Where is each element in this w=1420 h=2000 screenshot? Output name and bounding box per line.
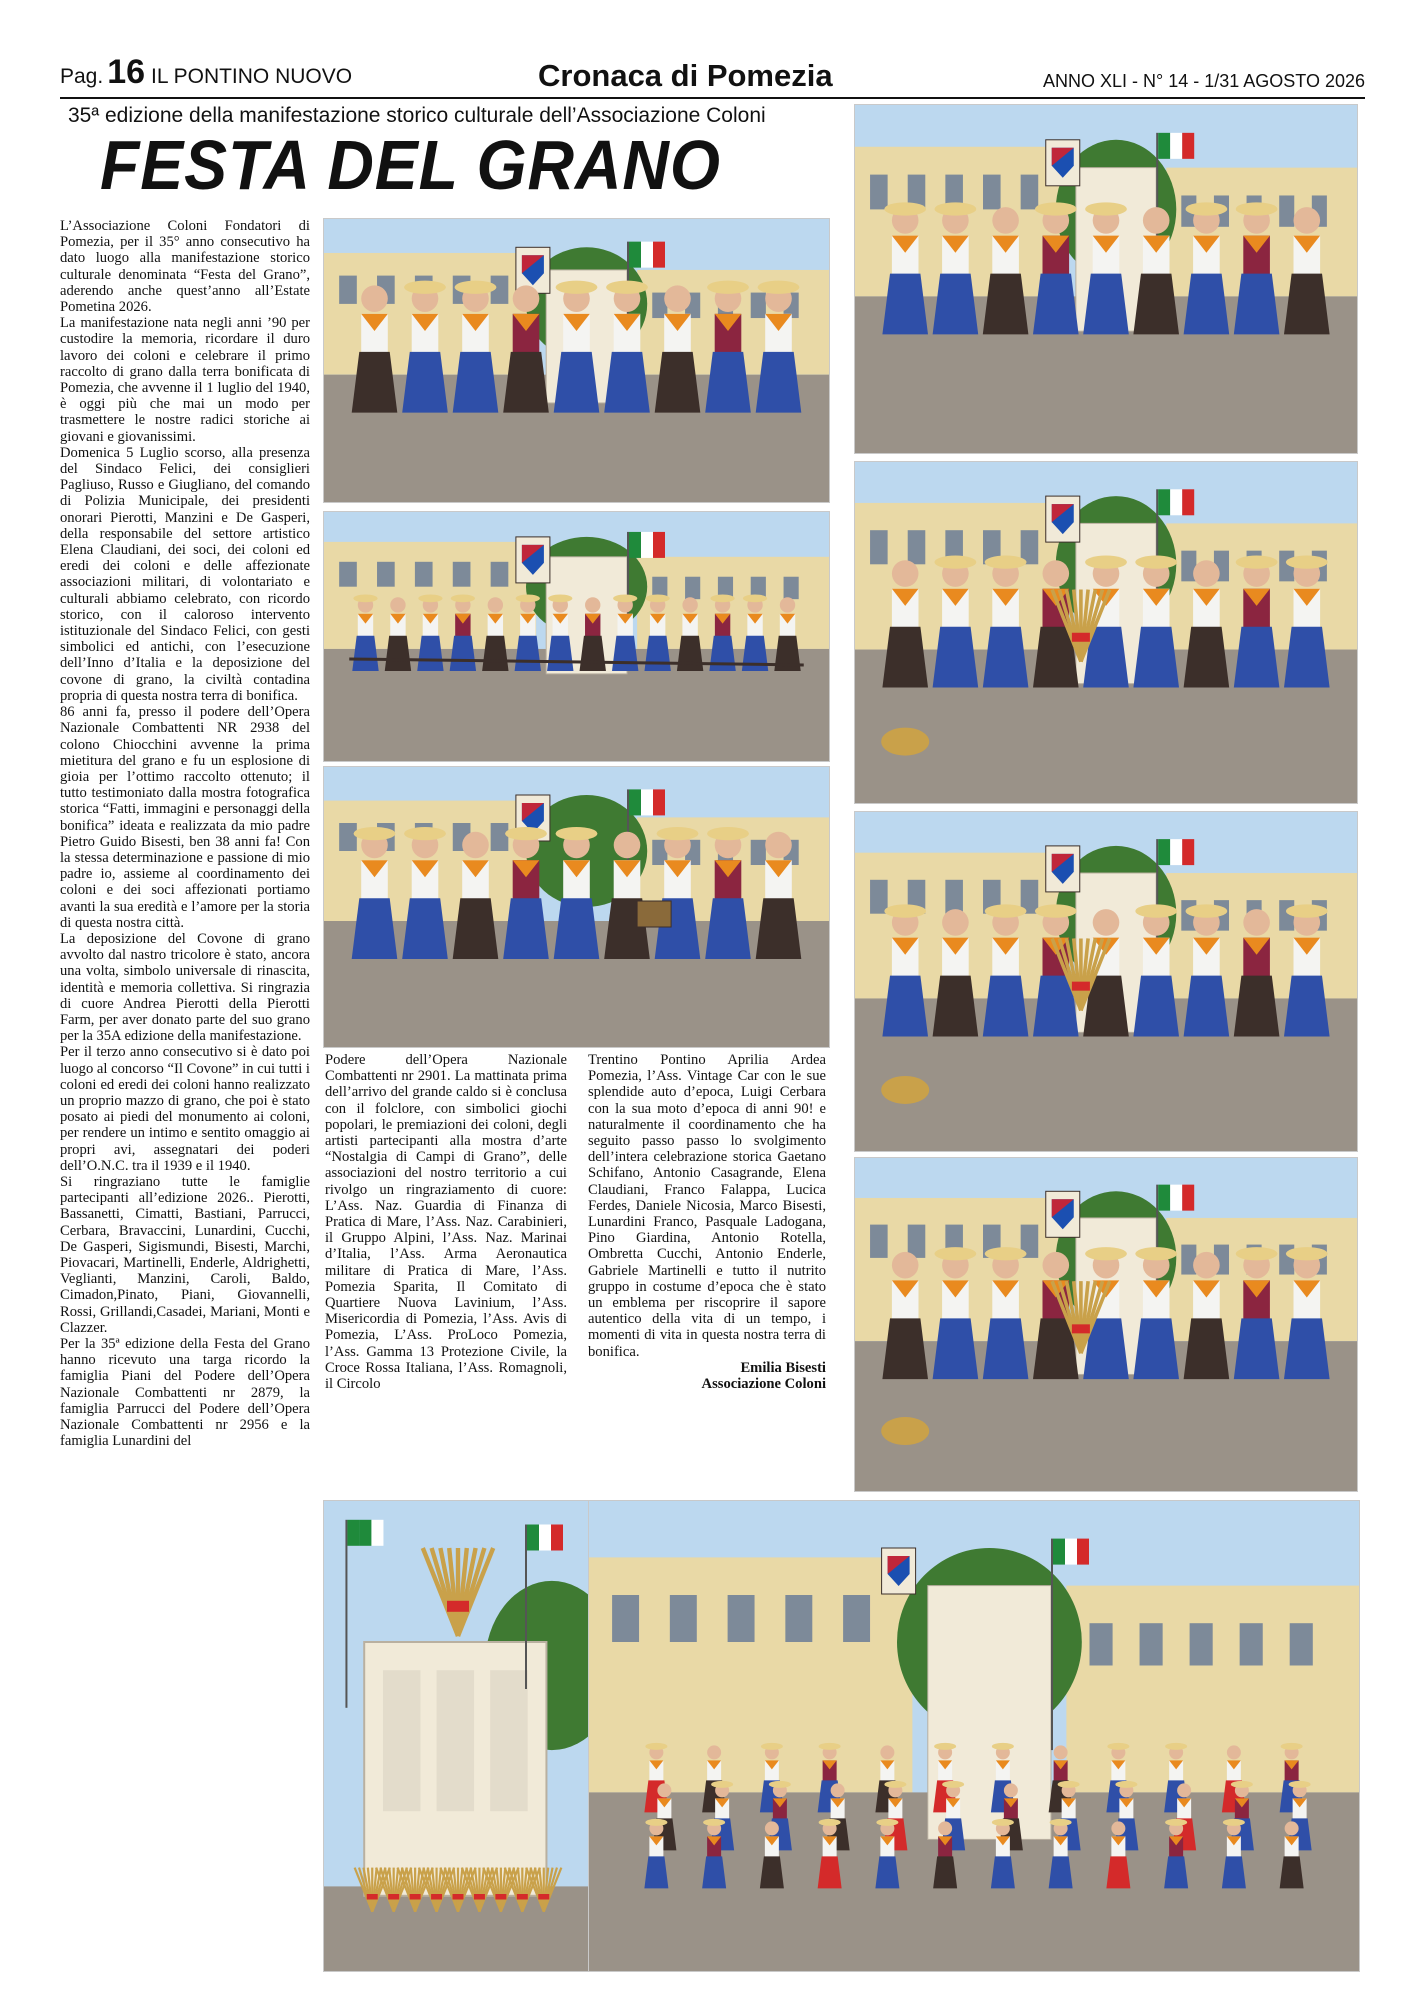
newspaper-name: IL PONTINO NUOVO <box>151 65 353 88</box>
paragraph: 86 anni fa, presso il podere dell’Opera Nazionale Combattenti NR 2938 del colono Chiocchini avvenne la prima mietitura del grano e fu un esplosione di gioia per l’ottimo raccolto ottenuto; il tutto testimoniato dalla mostra fotografica storica “Fatti, immagini e personaggi della bonifica” ideata e realizzata da mio padre Pietro Guido Bisesti, ben 38 anni fa! Con la stessa determinazione e passione di mio padre io, assieme al coordinamento dei coloni e dei soci affezionati portiamo avanti la sua eredità e l’amore per la storia di questa nostra città. <box>60 704 310 931</box>
page-label: Pag. <box>60 65 104 88</box>
paragraph: Trentino Pontino Aprilia Ardea Pomezia, l’Ass. Vintage Car con le sue splendide auto d’epoca, Luigi Cerbara con la sua moto d’epoca di anni 90! e naturalmente il coordinamento che ha seguito passo passo lo svolgimento dell’intera celebrazione storica Gaetano Schifano, Antonio Casagrande, Elena Claudiani, Franco Falappa, Lucica Ferdes, Daniele Nicosia, Marco Bisesti, Lunardini Franco, Pasquale Ladogana, Pino Giardina, Antonio Rotella, Ombretta Cucchi, Antonio Enderle, Gabriele Martinelli e tutto il nutrito gruppo in costume d’epoca che è stato un emblema per riscoprire il sapore autentico della vita di un tempo, i momenti di vita in questa nostra terra di bonifica. <box>588 1052 826 1360</box>
signature <box>588 1360 826 1392</box>
page-header <box>60 53 1365 96</box>
photo-monument-wheat <box>323 1500 593 1972</box>
article-title: FESTA DEL GRANO <box>100 126 721 204</box>
photo-family-plaque <box>854 1157 1358 1492</box>
page-number: 16 <box>107 53 146 91</box>
article-column-2 <box>325 1052 567 1392</box>
page-number-block <box>60 53 352 92</box>
paragraph: La deposizione del Covone di grano avvolto dal nastro tricolore è stato, ancora una volta, simbolo universale di rinascita, identità e memoria collettiva. Si ringrazia di cuore Andrea Pierotti della Pierotti Farm, per aver donato parte del suo grano per la 35A edizione della manifestazione. <box>60 930 310 1045</box>
photo-tug-of-war <box>323 511 830 762</box>
section-title: Cronaca di Pomezia <box>538 58 833 93</box>
photo-speech-monument <box>323 218 830 503</box>
article-column-3 <box>588 1052 826 1392</box>
photo-award-plaque <box>323 766 830 1048</box>
author-name: Emilia Bisesti <box>740 1359 826 1376</box>
paragraph: Domenica 5 Luglio scorso, alla presenza del Sindaco Felici, dei consiglieri Pagliuso, Russo e Giugliano, del comando di Polizia Municipale, dei presidenti onorari Pierotti, Manzini e De Gasperi, della responsabile del settore artistico Elena Claudiani, dei soci, dei coloni ed eredi dei coloni e delle affezionate associazioni militari, di volontariato e culturali abbiamo celebrato, con ricordo storico, con il caloroso intervento istituzionale del Sindaco Felici, con gesti simbolici ed antichi, con l’esecuzione dell’Inno d’Italia e la deposizione del covone di grano, la civiltà contadina propria di questa nostra terra di bonifica. <box>60 444 310 704</box>
paragraph: Podere dell’Opera Nazionale Combattenti nr 2901. La mattinata prima dell’arrivo del grande caldo si è conclusa con il folclore, con simbolici giochi popolari, le premiazioni dei coloni, degli artisti partecipanti alla mostra d’arte “Nostalgia di Campi di Grano”, delle associazioni del nostro territorio a cui rivolgo un ringraziamento di cuore: L’Ass. Naz. Guardia di Finanza di Pratica di Mare, l’Ass. Naz. Carabinieri, il Gruppo Alpini, l’Ass. Naz. Marinai d’Italia, l’Ass. Arma Aeronautica militare di Pratica di Mare, l’Ass. Pomezia Sparita, Il Comitato di Quartiere Nuova Lavinium, l’Ass. Misericordia di Pomezia, l’Ass. Avis di Pomezia, L’Ass. ProLoco Pomezia, l’Ass. Gamma 13 Protezione Civile, la Croce Rossa Italiana, l’Ass. Romagnoli, il Circolo <box>325 1052 567 1393</box>
paragraph: Si ringraziano tutte le famiglie partecipanti all’edizione 2026.. Pierotti, Bassanetti, Cimatti, Bastiani, Parrucci, Cerbara, Bravaccini, Lunardini, Cucchi, De Gasperi, Sigismundi, Bisesti, Marchi, Piovacari, Martinelli, Enderle, Aldrighetti, Veglianti, Manzini, Caroli, Baldo, Cimadon,Pinato, Piani, Giovannelli, Rossi, Grillandi,Casadei, Mariani, Monti e Clazzer. <box>60 1173 310 1336</box>
article-kicker: 35ª edizione della manifestazione storico culturale dell’Associazione Coloni <box>68 104 766 127</box>
paragraph: La manifestazione nata negli anni ’90 per custodire la memoria, ricordare il duro lavoro dei coloni e celebrare il primo raccolto di grano dalla terra bonificata di Pomezia, che avvenne il 1 luglio del 1940, è oggi più che mai un modo per trasmettere le nostre radici storiche ai giovani e giovanissimi. <box>60 315 310 445</box>
photo-parade-wheat <box>854 461 1358 804</box>
issue-info: ANNO XLI - N° 14 - 1/31 AGOSTO 2026 <box>1042 71 1365 91</box>
paragraph: L’Associazione Coloni Fondatori di Pomezia, per il 35° anno consecutivo ha dato luogo alla manifestazione storico culturale denominata “Festa del Grano”, aderendo anche quest’anno all’Estate Pometina 2026. <box>60 218 310 316</box>
photo-costume-group <box>854 104 1358 454</box>
header-rule <box>60 97 1365 99</box>
article-column-1 <box>60 218 310 1449</box>
paragraph: Per la 35ª edizione della Festa del Grano hanno ricevuto una targa ricordo la famiglia Piani del Podere dell’Opera Nazionale Combattenti nr 2879, la famiglia Parrucci del Podere dell’Opera Nazionale Combattenti nr 2956 e la famiglia Lunardini del <box>60 1336 310 1450</box>
photo-mayor-group <box>854 811 1358 1152</box>
paragraph: Per il terzo anno consecutivo si è dato poi luogo al concorso “Il Covone” in cui tutti i coloni ed eredi dei coloni hanno realizzato un proprio mazzo di grano, che poi è stato posato ai piedi del monumento ai coloni, per rendere un intimo e sentito omaggio ai propri avi, assegnatari dei poderi dell’O.N.C. tra il 1939 e il 1940. <box>60 1044 310 1174</box>
author-organization: Associazione Coloni <box>701 1376 826 1393</box>
photo-group-portrait <box>588 1500 1360 1972</box>
